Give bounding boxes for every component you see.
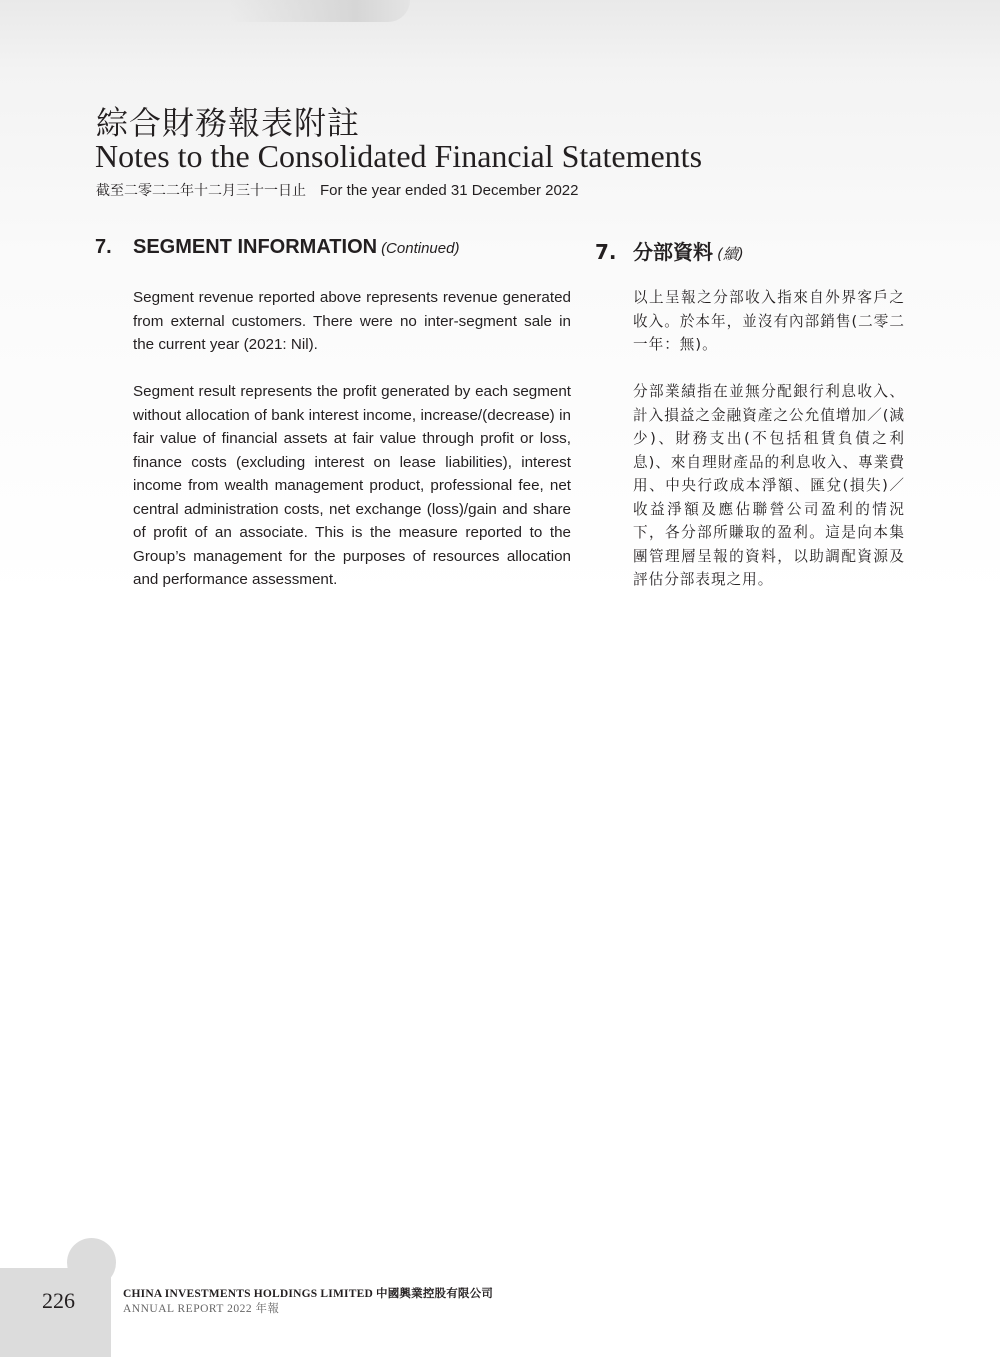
reporting-period-chinese: 截至二零二二年十二月三十一日止	[96, 183, 306, 199]
paragraph-segment-revenue-chinese: 以上呈報之分部收入指來自外界客戶之收入。於本年，並沒有內部銷售(二零二一年：無)。	[633, 289, 905, 353]
footer-circle-decoration	[67, 1238, 116, 1287]
report-name: ANNUAL REPORT 2022 年報	[123, 1303, 280, 1315]
page-number: 226	[42, 1288, 75, 1313]
paragraph-segment-result: Segment result represents the profit generated by each segment without allocation of bank interest income, increase/(decrease) in fair value of financial assets at fair value through profit or loss, finance costs (excluding interest on lease liabilities), interest income from wealth management product, professional fee, net central administration costs, net exchange (loss)/gain and share of profit of an associate. This is the measure reported to the Group’s management for the purposes of resources allocation and performance assessment.	[133, 383, 571, 588]
section-number: 7.	[95, 236, 112, 258]
paragraph-segment-result-chinese: 分部業績指在並無分配銀行利息收入、計入損益之金融資產之公允值增加／(減少)、財務支出(不包括租賃負債之利息)、來自理財產品的利息收入、專業費用、中央行政成本淨額、匯兌(損失)／收益淨額及應佔聯營公司盈利的情況下，各分部所賺取的盈利。這是向本集團管理層呈報的資料，以助調配資源及評估分部表現之用。	[633, 383, 905, 588]
section-heading-english	[95, 236, 459, 259]
continued-label: (Continued)	[381, 240, 460, 257]
section-title-chinese: 分部資料	[633, 240, 713, 264]
header-decoration	[230, 0, 410, 22]
reporting-period-english: For the year ended 31 December 2022	[320, 182, 579, 199]
continued-label-chinese: (續)	[717, 245, 744, 263]
paragraph-segment-revenue: Segment revenue reported above represents revenue generated from external customers. There were no inter-segment sale in the current year (2021: Nil).	[133, 289, 571, 353]
section-heading-chinese	[595, 236, 744, 265]
section-title: SEGMENT INFORMATION	[133, 236, 378, 258]
company-name: CHINA INVESTMENTS HOLDINGS LIMITED 中國興業控股有限公司	[123, 1288, 494, 1300]
page-title-english: Notes to the Consolidated Financial Statements	[95, 138, 703, 174]
section-number-chinese: 7.	[595, 240, 617, 264]
reporting-period	[96, 180, 579, 200]
page-title-chinese: 綜合財務報表附註	[96, 104, 361, 142]
